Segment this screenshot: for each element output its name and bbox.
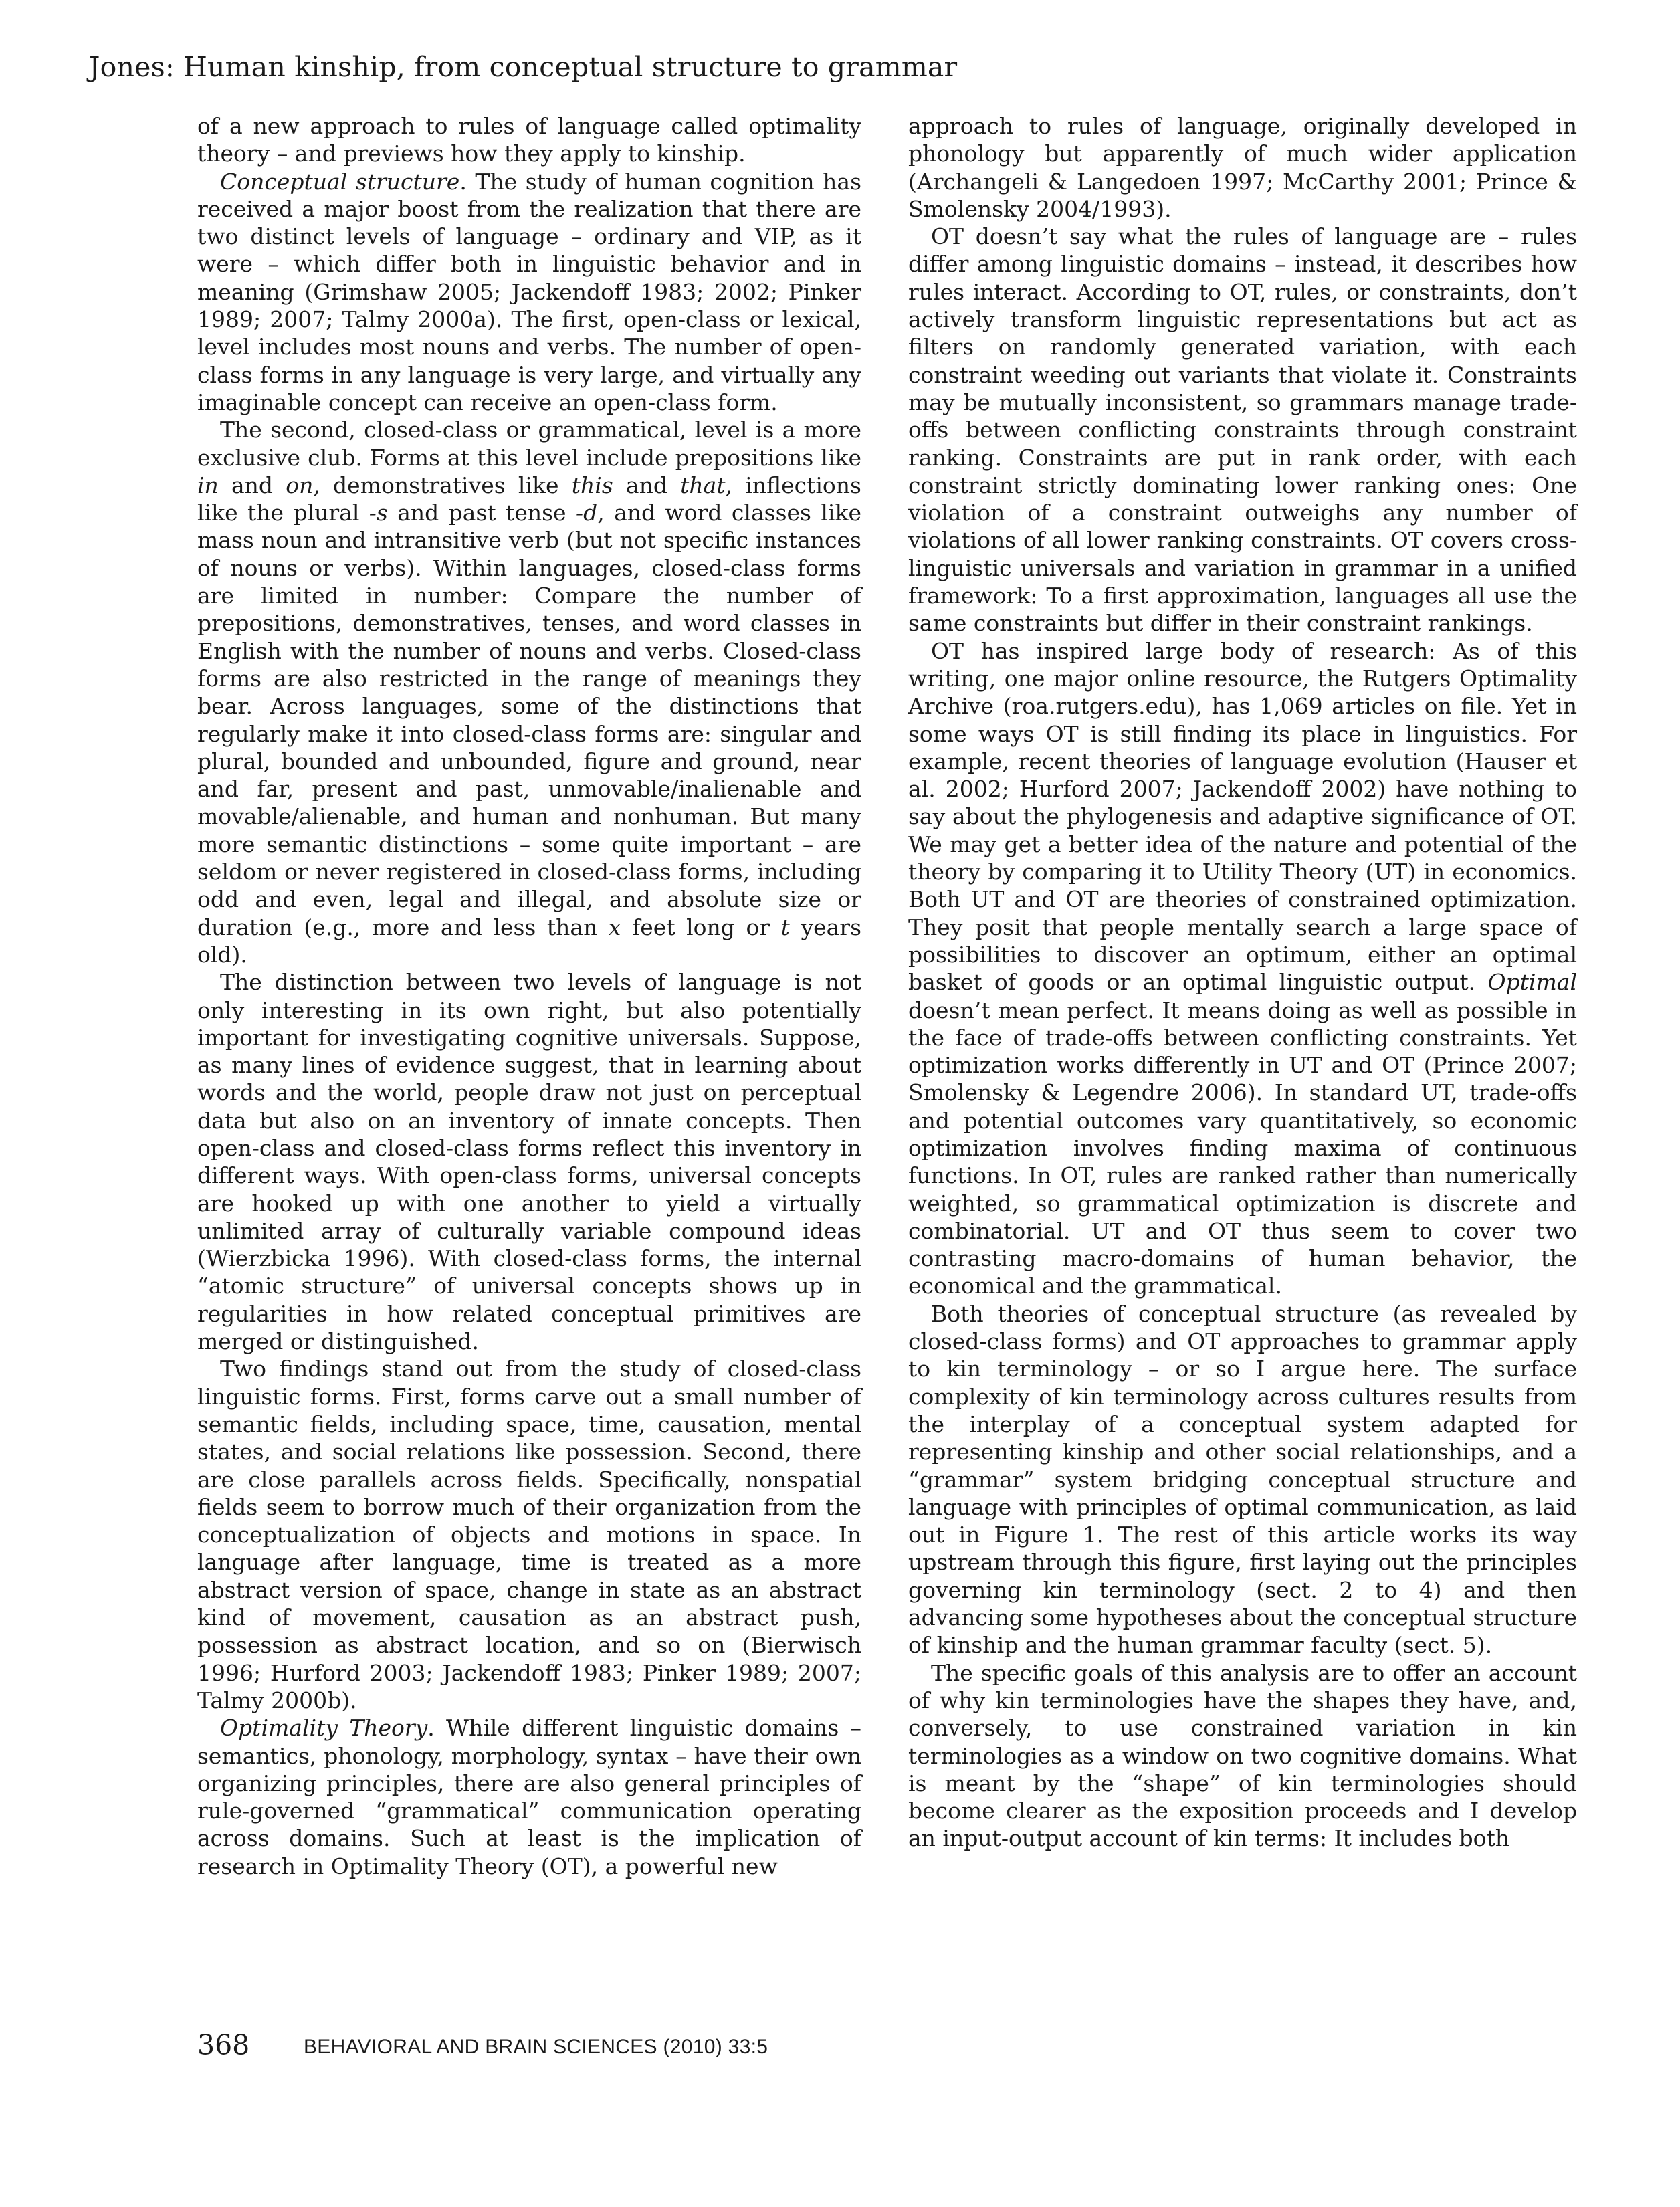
paragraph: Two findings stand out from the study of closed-class linguistic forms. First, forms carve out a small number of semantic fields, including space, time, causation, mental states, and social relations like possession. Second, there are close parallels across fields. Specifically, nonspatial fields seem to borrow much of their organization from the conceptualization of objects and motions in space. In language after language, time is treated as a more abstract version of space, change in state as an abstract kind of movement, causation as an abstract push, possession as abstract location, and so on (Bierwisch 1996; Hurford 2003; Jackendoff 1983; Pinker 1989; 2007; Talmy 2000b). bbox=[197, 1356, 861, 1713]
italic-term: x bbox=[608, 914, 621, 940]
text-run: The second, closed-class or grammatical, level is a more exclusive club. Forms at this level include prepositions like bbox=[197, 417, 861, 471]
running-head: Jones: Human kinship, from conceptual structure to grammar bbox=[89, 51, 958, 83]
text-run: , inflections like the plural bbox=[197, 471, 861, 526]
italic-term: Optimal bbox=[1487, 969, 1577, 996]
paragraph-conceptual-structure bbox=[197, 168, 861, 417]
paragraph-text: . While different linguistic domains – semantics, phonology, morphology, syntax – have their own organizing principles, there are also general principles of rule-governed “grammatical” communication operating across domains. Such at least is the implication of research in Optimality Theory (OT), a powerful new bbox=[197, 1715, 861, 1879]
italic-term: t bbox=[780, 914, 790, 940]
paragraph: OT doesn’t say what the rules of language are – rules differ among linguistic domains – instead, it describes how rules interact. According to OT, rules, or constraints, don’t actively transform linguistic representations but act as filters on randomly generated variation, with each constraint weeding out variants that violate it. Constraints may be mutually inconsistent, so grammars manage trade-offs between conflicting constraints through constraint ranking. Constraints are put in rank order, with each constraint strictly dominating lower ranking ones: One violation of a constraint outweighs any number of violations of all lower ranking constraints. OT covers cross-linguistic universals and variation in grammar in a unified framework: To a first approximation, languages all use the same constraints but differ in their constraint rankings. bbox=[908, 223, 1577, 637]
text-run: OT has inspired large body of research: As of this writing, one major online resource, the Rutgers Optimality Archive (roa.rutgers.edu), has 1,069 articles on file. Yet in some ways OT is still finding its place in linguistics. For example, recent theories of language evolution (Hauser et al. 2002; Hurford 2007; Jackendoff 2002) have nothing to say about the phylogenesis and adaptive significance of OT. We may get a better idea of the nature and potential of the theory by comparing it to Utility Theory (UT) in economics. Both UT and OT are theories of constrained optimization. They posit that people mentally search a large space of possibilities to discover an optimum, either an optimal basket of goods or an optimal linguistic output. bbox=[908, 637, 1577, 996]
italic-term: -s bbox=[369, 500, 388, 526]
paragraph-utility-theory bbox=[908, 637, 1577, 1300]
text-run: doesn’t mean perfect. It means doing as well as possible in the face of trade-offs between conflicting constraints. Yet optimization works differently in UT and OT (Prince 2007; Smolensky & Legendre 2006). In standard UT, trade-offs and potential outcomes vary quantitatively, so economic optimization involves finding maxima of continuous functions. In OT, rules are ranked rather than numerically weighted, so grammatical optimization is discrete and combinatorial. UT and OT thus seem to cover two contrasting macro-domains of human behavior, the economical and the grammatical. bbox=[908, 996, 1577, 1299]
text-run: and bbox=[218, 471, 286, 498]
paragraph-optimality-theory bbox=[197, 1714, 861, 1880]
right-column bbox=[908, 112, 1577, 1853]
section-heading: Conceptual structure bbox=[220, 168, 460, 195]
paragraph: The distinction between two levels of language is not only interesting in its own right, but also potentially important for investigating cognitive universals. Suppose, as many lines of evidence suggest, that in learning about words and the world, people draw not just on perceptual data but also on an inventory of innate concepts. Then open-class and closed-class forms reflect this inventory in different ways. With open-class forms, universal concepts are hooked up with one another to yield a virtually unlimited array of culturally variable compound ideas (Wierzbicka 1996). With closed-class forms, the internal “atomic structure” of universal concepts shows up in regularities in how related conceptual primitives are merged or distinguished. bbox=[197, 969, 861, 1355]
paragraph: The specific goals of this analysis are to offer an account of why kin terminologies have the shapes they have, and, conversely, to use constrained variation in kin terminologies as a window on two cognitive domains. What is meant by the “shape” of kin terminologies should become clearer as the exposition proceeds and I develop an input-output account of kin terms: It includes both bbox=[908, 1659, 1577, 1852]
text-run: years old). bbox=[197, 914, 861, 968]
italic-term: that bbox=[680, 471, 726, 498]
italic-term: in bbox=[197, 471, 219, 498]
paragraph: Both theories of conceptual structure (as revealed by closed-class forms) and OT approaches to grammar apply to kin terminology – or so I argue here. The surface complexity of kin terminology across cultures results from the interplay of a conceptual system adapted for representing kinship and other social relationships, and a “grammar” system bridging conceptual structure and language with principles of optimal communication, as laid out in Figure 1. The rest of this article works its way upstream through this figure, first laying out the principles governing kin terminology (sect. 2 to 4) and then advancing some hypotheses about the conceptual structure of kinship and the human grammar faculty (sect. 5). bbox=[908, 1300, 1577, 1659]
left-column bbox=[197, 112, 861, 1880]
text-run: and past tense bbox=[387, 500, 576, 526]
text-run: and bbox=[613, 471, 681, 498]
paragraph-closed-class bbox=[197, 416, 861, 968]
paragraph: of a new approach to rules of language called optimality theory – and previews how they apply to kinship. bbox=[197, 113, 861, 167]
journal-citation: BEHAVIORAL AND BRAIN SCIENCES (2010) 33:5 bbox=[304, 2036, 768, 2058]
text-run: , and word classes like mass noun and intransitive verb (but not specific instances of nouns or verbs). Within languages, closed-class forms are limited in number: Compare the number of prepositions, demonstratives, tenses, and word classes in English with the number of nouns and verbs. Closed-class forms are also restricted in the range of meanings they bear. Across languages, some of the distinctions that regularly make it into closed-class forms are: singular and plural, bounded and unbounded, figure and ground, near and far, present and past, unmovable/inalienable and movable/alienable, and human and nonhuman. But many more semantic distinctions – some quite important – are seldom or never registered in closed-class forms, including odd and even, legal and illegal, and absolute size or duration (e.g., more and less than bbox=[197, 500, 861, 940]
italic-term: on bbox=[286, 471, 314, 498]
paragraph: approach to rules of language, originally developed in phonology but apparently of much wider application (Archangeli & Langedoen 1997; McCarthy 2001; Prince & Smolensky 2004/1993). bbox=[908, 113, 1577, 222]
italic-term: this bbox=[571, 471, 613, 498]
page-number: 368 bbox=[197, 2029, 250, 2061]
text-run: feet long or bbox=[621, 914, 781, 940]
paragraph-text: . The study of human cognition has received a major boost from the realization that there are two distinct levels of language – ordinary and VIP, as it were – which differ both in linguistic behavior and in meaning (Grimshaw 2005; Jackendoff 1983; 2002; Pinker 1989; 2007; Talmy 2000a). The first, open-class or lexical, level includes most nouns and verbs. The number of open-class forms in any language is very large, and virtually any imaginable concept can receive an open-class form. bbox=[197, 168, 862, 415]
italic-term: -d bbox=[575, 500, 598, 526]
text-run: , demonstratives like bbox=[313, 471, 572, 498]
section-heading: Optimality Theory bbox=[220, 1715, 428, 1742]
